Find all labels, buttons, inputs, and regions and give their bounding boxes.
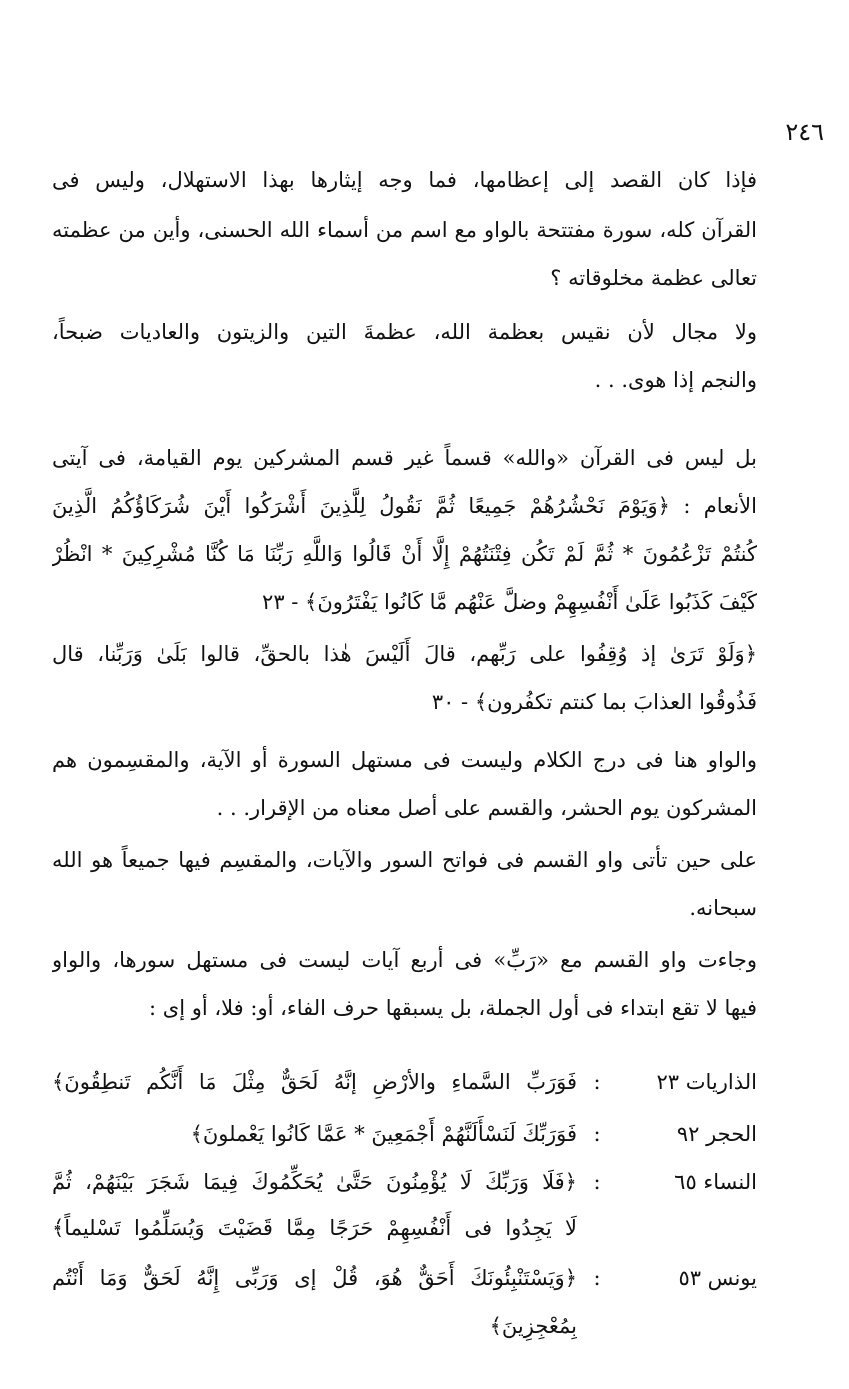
verse-colon: : (593, 1266, 601, 1290)
text-line: تعالى عظمة مخلوقاته ؟ (550, 266, 757, 290)
verse-colon: : (593, 1070, 601, 1094)
verse-reference: الذاريات ٢٣ (656, 1070, 757, 1094)
text-line: سبحانه. (689, 896, 757, 920)
quran-line: فَذُوقُوا العذابَ بما كنتم تكفُرون﴾ - ٣٠ (431, 690, 757, 714)
verse-text: فَوَرَبِّكَ لَنَسْأَلَنَّهُمْ أَجْمَعِينَ * عَمَّا كَانُوا يَعْملونَ﴾ (190, 1122, 577, 1146)
quran-line: ﴿وَلَوْ تَرَىٰ إذ وُقِفُوا على رَبِّهم، قالَ أَلَيْسَ هٰذا بالحقِّ، قالوا بَلَىٰ وَرَبِّنا، قال (52, 642, 757, 666)
verse-text: ﴿فَلَا وَرَبِّكَ لَا يُؤْمِنُونَ حَتَّىٰ يُحَكِّمُوكَ فِيمَا شَجَرَ بَيْنَهُمْ، ثُمَّ (52, 1170, 577, 1194)
verse-reference: الحجر ٩٢ (676, 1122, 757, 1146)
text-line: فيها لا تقع ابتداء فى أول الجملة، بل يسبقها حرف الفاء، أو: فلا، أو إى : (149, 996, 757, 1020)
text-line: والواو هنا فى درج الكلام وليست فى مستهل السورة أو الآية، والمقسِمون هم (52, 748, 757, 772)
quran-line: كُنتُمْ تَزْعُمُونَ * ثُمَّ لَمْ تَكُن فِتْنَتُهُمْ إِلَّا أَنْ قَالُوا وَاللَّهِ رَبِّنَا مَا كُنَّا مُشْرِكِينَ * انْظُرْ (52, 542, 757, 566)
verse-row (52, 1256, 757, 1300)
verse-text: ﴿وَيَسْتَنْبِئُونَكَ أَحَقٌّ هُوَ، قُلْ إى وَرَبِّى إِنَّهُ لَحَقٌّ وَمَا أَنْتُم (52, 1266, 577, 1290)
verse-row (52, 1060, 757, 1104)
text-line: وجاءت واو القسم مع «رَبِّ» فى أربع آيات ليست فى مستهل سورها، والواو (52, 948, 757, 972)
verse-continuation: بِمُعْجِزِينَ﴾ (489, 1314, 577, 1338)
text-line: المشركون يوم الحشر، والقسم على أصل معناه من الإقرار. . . (216, 796, 757, 820)
verse-colon: : (593, 1170, 601, 1194)
text-line: على حين تأتى واو القسم فى فواتح السور والآيات، والمقسِم فيها جميعاً هو الله (52, 848, 757, 872)
verse-row (52, 1160, 757, 1204)
text-line: والنجم إذا هوى. . . (594, 368, 757, 392)
text-line: بل ليس فى القرآن «والله» قسماً غير قسم المشركين يوم القيامة، فى آيتى (52, 446, 757, 470)
text-line: القرآن كله، سورة مفتتحة بالواو مع اسم من أسماء الله الحسنى، وأين من عظمته (52, 218, 757, 242)
quran-line: كَيْفَ كَذَبُوا عَلَىٰ أَنْفُسِهِمْ وضلَّ عَنْهُم مَّا كَانُوا يَفْتَرُونَ﴾ - ٢٣ (262, 590, 757, 614)
verse-reference: النساء ٦٥ (674, 1170, 757, 1194)
quran-line: الأنعام : ﴿وَيَوْمَ نَحْشُرُهُمْ جَمِيعًا ثُمَّ نَقُولُ لِلَّذِينَ أَشْرَكُوا أَيْنَ شُرَكَاؤُكُمُ الَّذِينَ (52, 494, 757, 518)
text-line: فإذا كان القصد إلى إعظامها، فما وجه إيثارها بهذا الاستهلال، وليس فى (52, 168, 757, 192)
verse-colon: : (593, 1122, 601, 1146)
verse-row (52, 1112, 757, 1156)
verse-continuation: لَا يَجِدُوا فى أَنْفُسِهِمْ حَرَجًا مِمَّا قَضَيْتَ وَيُسَلِّمُوا تَسْليماً﴾ (52, 1216, 577, 1240)
page-number: ٢٤٦ (785, 118, 824, 146)
verse-reference: يونس ٥٣ (678, 1266, 757, 1290)
verse-text: فَوَرَبِّ السَّماءِ والأرْضِ إنَّهُ لَحَقٌّ مِثْلَ مَا أَنَّكُم تَنطِقُونَ﴾ (52, 1070, 577, 1094)
text-line: ولا مجال لأن نقيس بعظمة الله، عظمةَ التين والزيتون والعاديات ضبحاً، (52, 320, 757, 344)
